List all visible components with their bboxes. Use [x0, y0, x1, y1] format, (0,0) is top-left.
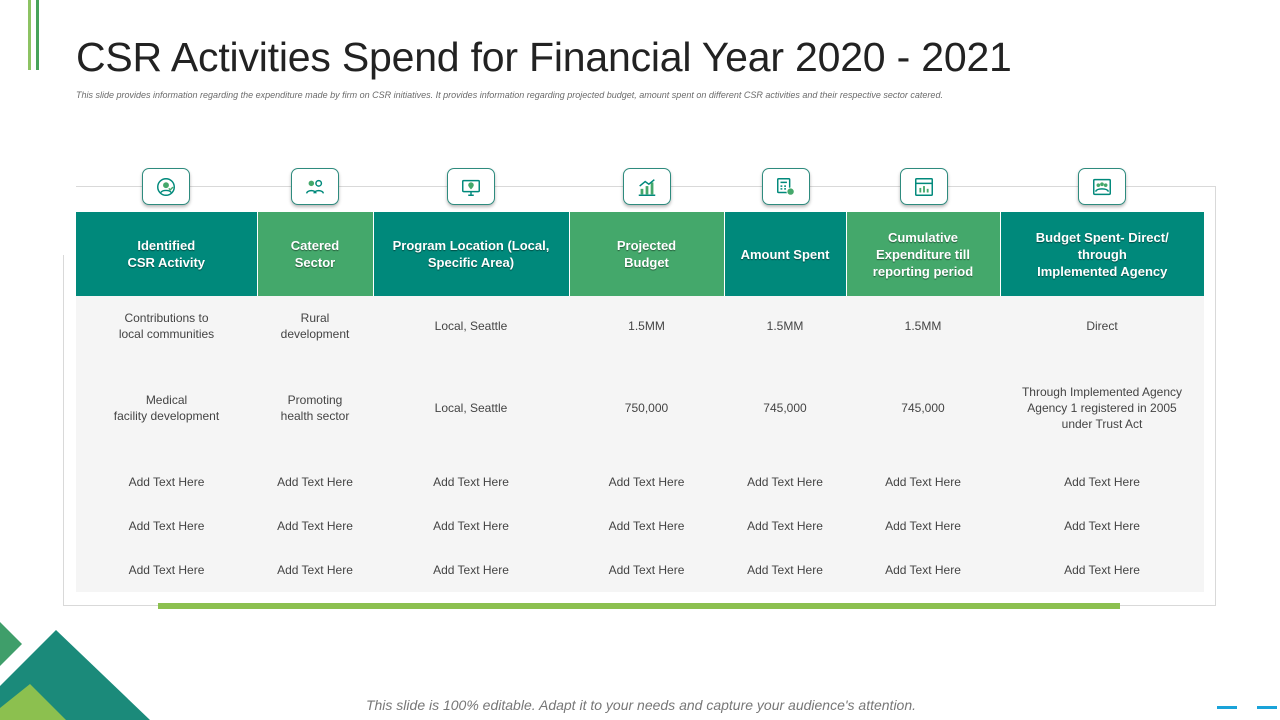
table-cell[interactable]: 1.5MM [724, 296, 846, 356]
report-chart-icon[interactable] [900, 168, 948, 205]
table-header-row [76, 212, 1204, 296]
table-cell[interactable]: 1.5MM [569, 296, 724, 356]
table-cell[interactable]: Add Text Here [569, 460, 724, 504]
table-cell[interactable]: Add Text Here [724, 460, 846, 504]
table-cell[interactable]: Add Text Here [569, 504, 724, 548]
column-header[interactable]: Budget Spent- Direct/ through Implemented Agency [1000, 212, 1204, 296]
page-indicator-dash [1217, 706, 1237, 709]
table-row [76, 504, 1204, 548]
column-header[interactable]: Catered Sector [257, 212, 373, 296]
growth-chart-icon[interactable] [623, 168, 671, 205]
table-cell[interactable]: Add Text Here [373, 548, 569, 592]
table-cell[interactable]: Direct [1000, 296, 1204, 356]
footer-note[interactable]: This slide is 100% editable. Adapt it to your needs and capture your audience's attention. [365, 697, 917, 713]
column-header[interactable]: Cumulative Expenditure till reporting period [846, 212, 1000, 296]
table-cell[interactable]: Add Text Here [257, 548, 373, 592]
accent-bar [28, 0, 31, 70]
table-cell[interactable]: Promoting health sector [257, 356, 373, 460]
table-cell[interactable]: Add Text Here [1000, 504, 1204, 548]
community-icon[interactable] [291, 168, 339, 205]
page-indicator-dash [1257, 706, 1277, 709]
csr-spend-table [76, 212, 1204, 592]
table-cell[interactable]: 750,000 [569, 356, 724, 460]
agency-people-icon[interactable] [1078, 168, 1126, 205]
table-cell[interactable]: Medical facility development [76, 356, 257, 460]
table-cell[interactable]: Local, Seattle [373, 356, 569, 460]
table-cell[interactable]: Add Text Here [257, 504, 373, 548]
table-cell[interactable]: Contributions to local communities [76, 296, 257, 356]
table-cell[interactable]: Add Text Here [373, 504, 569, 548]
table-row [76, 548, 1204, 592]
table-row [76, 356, 1204, 460]
column-header[interactable]: Identified CSR Activity [76, 212, 257, 296]
table-cell[interactable]: Add Text Here [76, 460, 257, 504]
table-cell[interactable]: Add Text Here [257, 460, 373, 504]
table-cell[interactable]: Add Text Here [846, 504, 1000, 548]
column-header[interactable]: Program Location (Local, Specific Area) [373, 212, 569, 296]
table-cell[interactable]: Through Implemented Agency Agency 1 registered in 2005 under Trust Act [1000, 356, 1204, 460]
table-cell[interactable]: Add Text Here [1000, 460, 1204, 504]
table-row [76, 460, 1204, 504]
column-header[interactable]: Amount Spent [724, 212, 846, 296]
frame-gap [62, 185, 76, 255]
table-cell[interactable]: 745,000 [846, 356, 1000, 460]
csr-badge-icon[interactable] [142, 168, 190, 205]
accent-bar [36, 0, 39, 70]
table-cell[interactable]: Add Text Here [846, 548, 1000, 592]
location-monitor-icon[interactable] [447, 168, 495, 205]
table-cell[interactable]: Add Text Here [846, 460, 1000, 504]
table-cell[interactable]: Add Text Here [76, 504, 257, 548]
slide-subtitle[interactable]: This slide provides information regarding the expenditure made by firm on CSR initiatives. It provides information regarding projected budget, amount spent on different CSR activities and their respective sector catered. [76, 90, 943, 100]
green-underline-bar [158, 603, 1120, 609]
table-cell[interactable]: Add Text Here [373, 460, 569, 504]
table-cell[interactable]: Add Text Here [1000, 548, 1204, 592]
column-header[interactable]: Projected Budget [569, 212, 724, 296]
table-cell[interactable]: Add Text Here [76, 548, 257, 592]
table-cell[interactable]: 1.5MM [846, 296, 1000, 356]
table-cell[interactable]: Add Text Here [569, 548, 724, 592]
table-cell[interactable]: Add Text Here [724, 548, 846, 592]
table-cell[interactable]: 745,000 [724, 356, 846, 460]
table-row [76, 296, 1204, 356]
table-cell[interactable]: Rural development [257, 296, 373, 356]
money-calculator-icon[interactable] [762, 168, 810, 205]
table-cell[interactable]: Add Text Here [724, 504, 846, 548]
slide-title[interactable]: CSR Activities Spend for Financial Year 2020 - 2021 [76, 34, 1012, 80]
table-cell[interactable]: Local, Seattle [373, 296, 569, 356]
